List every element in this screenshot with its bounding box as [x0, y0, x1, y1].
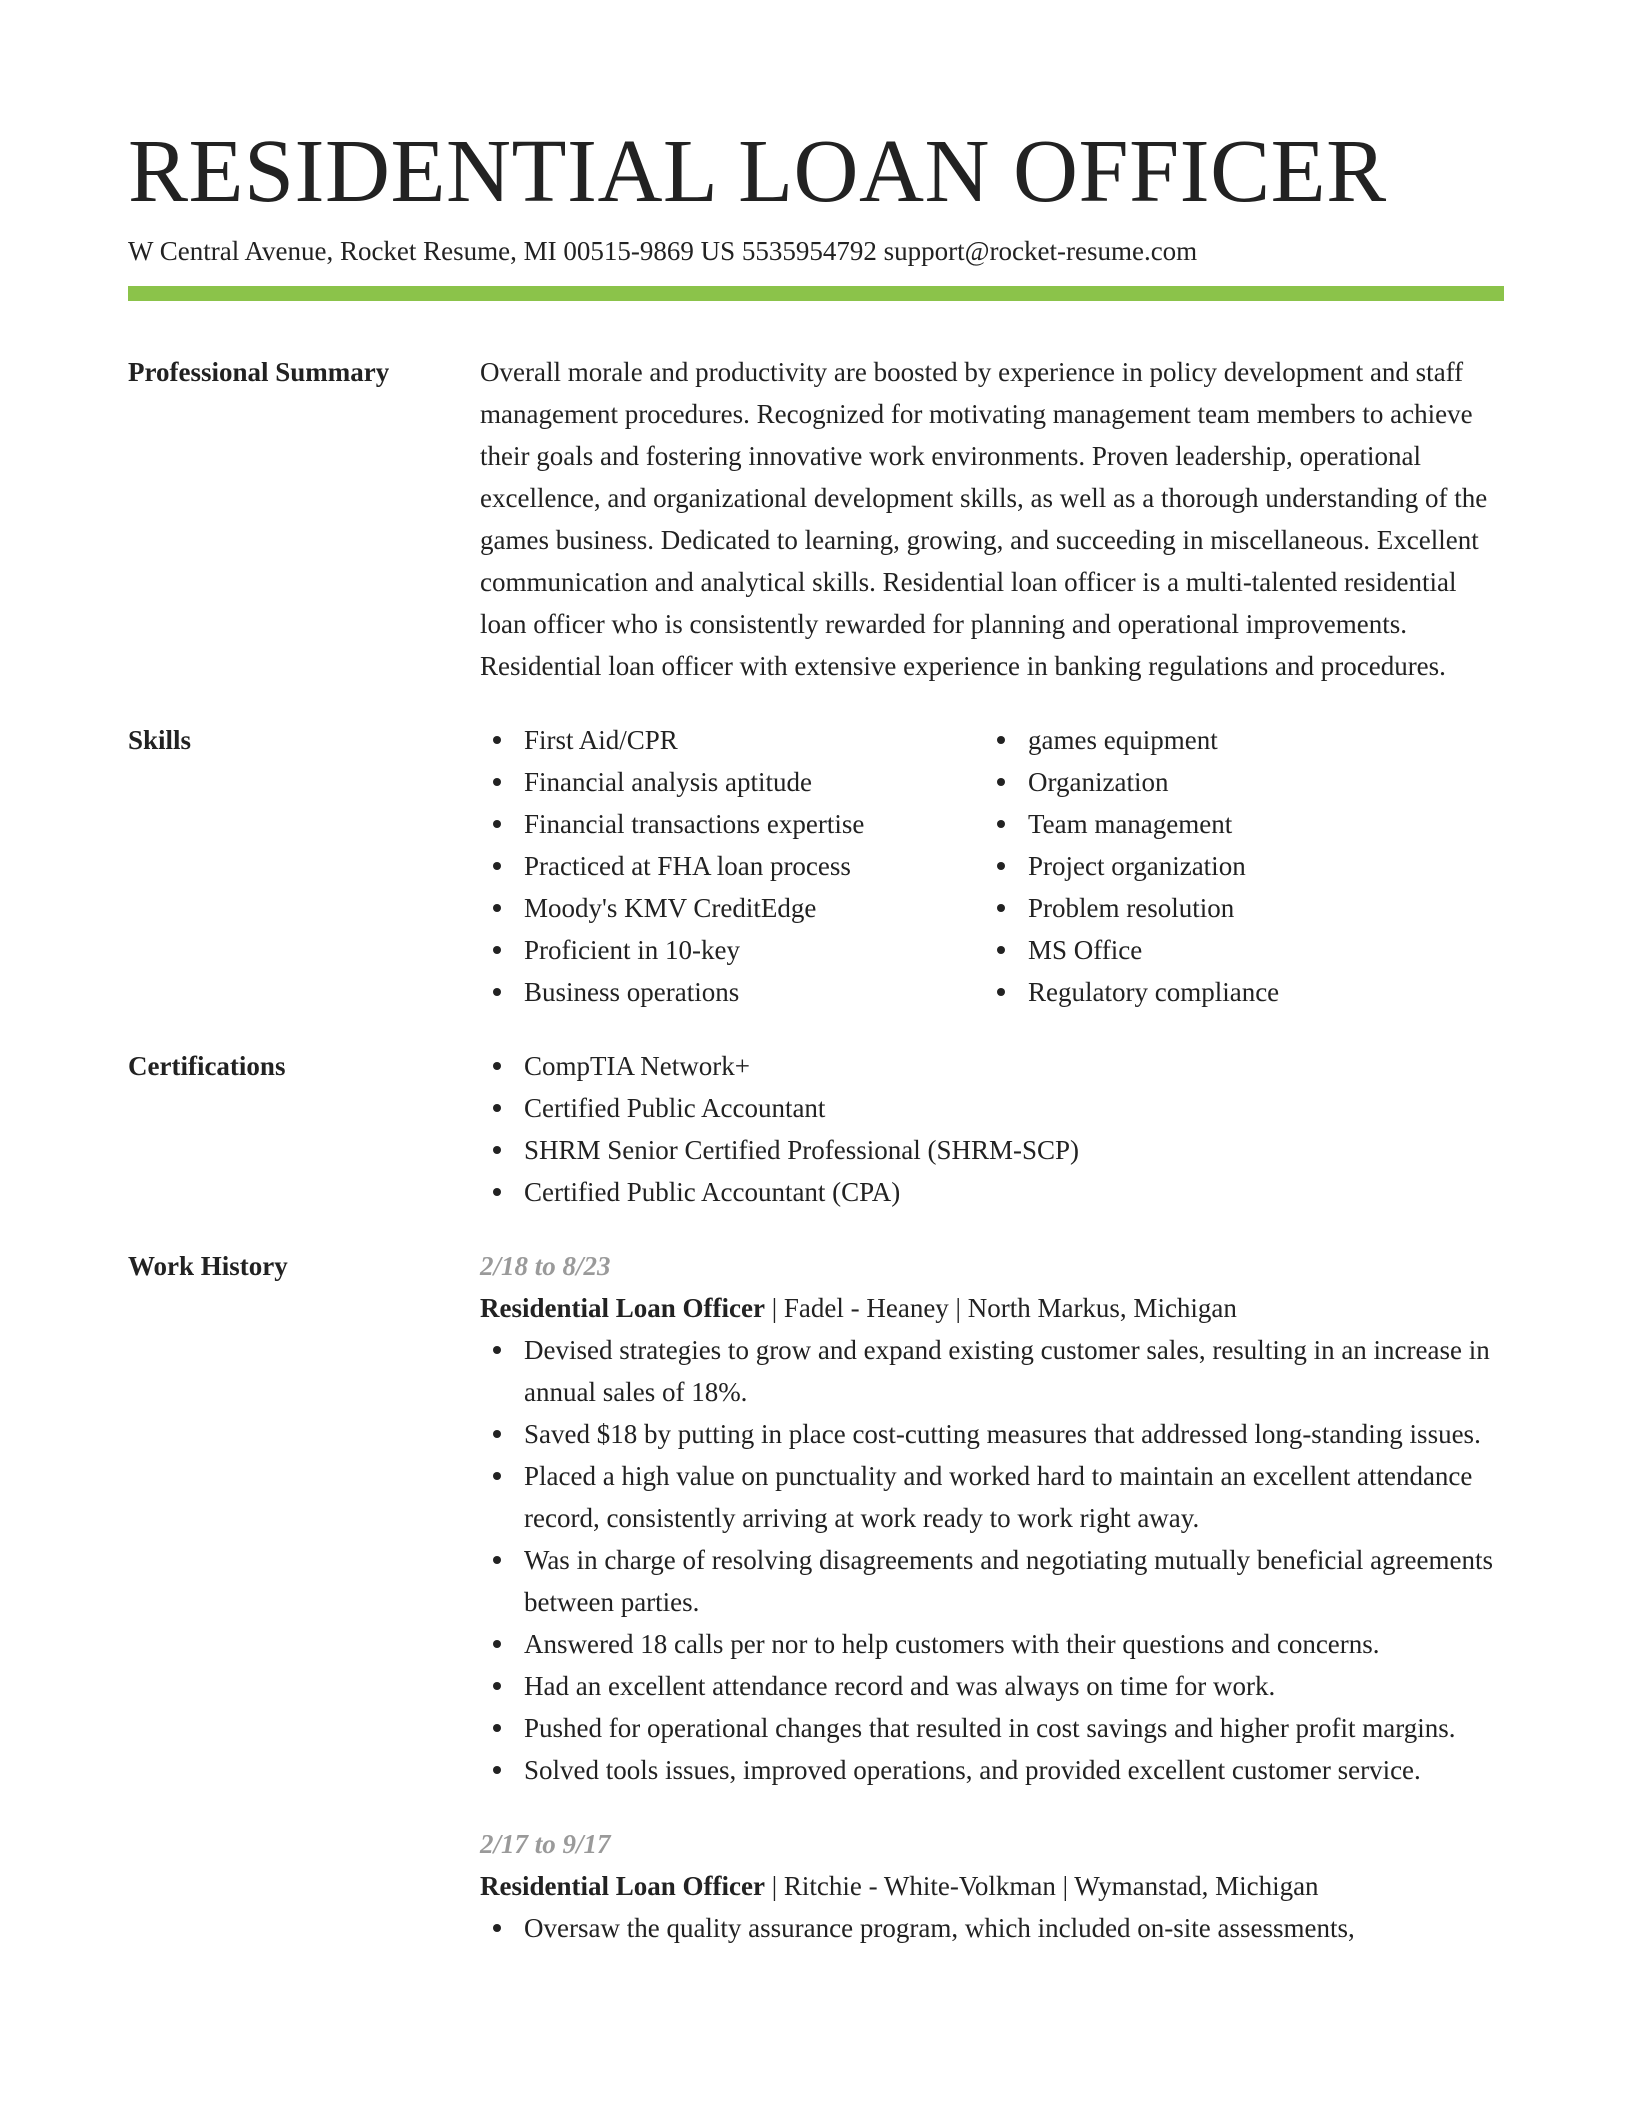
- section-label-work-history: Work History: [128, 1251, 288, 1281]
- bullet-dot: [493, 988, 501, 996]
- bullet-dot: [493, 1766, 501, 1774]
- job-bullet: [480, 1623, 1504, 1665]
- accent-divider: [128, 286, 1504, 301]
- bullet-dot: [997, 946, 1005, 954]
- bullet-dot: [493, 1556, 501, 1564]
- skill-text: Organization: [1028, 767, 1169, 797]
- skill-item: [480, 887, 984, 929]
- bullet-dot: [493, 904, 501, 912]
- skill-item: [480, 971, 984, 1013]
- bullet-dot: [493, 736, 501, 744]
- bullet-dot: [493, 1346, 501, 1354]
- bullet-dot: [493, 1062, 501, 1070]
- skill-item: [480, 845, 984, 887]
- skills-column-left: [480, 719, 984, 1013]
- skill-text: Financial transactions expertise: [524, 809, 865, 839]
- job-bullet-text: Pushed for operational changes that resulted in cost savings and higher profit margins.: [524, 1713, 1456, 1743]
- job-bullet-text: Solved tools issues, improved operations, and provided excellent customer service.: [524, 1755, 1421, 1785]
- job-bullet: [480, 1665, 1504, 1707]
- bullet-dot: [493, 1188, 501, 1196]
- certifications-list: [480, 1045, 1504, 1213]
- resume-page: [128, 0, 1504, 1949]
- section-label-skills: Skills: [128, 725, 192, 755]
- skill-item: [984, 803, 1488, 845]
- certifications-body: [480, 1045, 1504, 1213]
- job-bullet: [480, 1329, 1504, 1413]
- bullet-dot: [493, 778, 501, 786]
- section-label-certifications: Certifications: [128, 1051, 286, 1081]
- job-bullet-text: Saved $18 by putting in place cost-cutting measures that addressed long-standing issues.: [524, 1419, 1481, 1449]
- bullet-dot: [997, 820, 1005, 828]
- job-dates: 2/18 to 8/23: [480, 1251, 611, 1281]
- certification-text: Certified Public Accountant: [524, 1093, 826, 1123]
- job-bullet-text: Answered 18 calls per nor to help customers with their questions and concerns.: [524, 1629, 1380, 1659]
- job-bullets: [480, 1907, 1504, 1949]
- bullet-dot: [493, 1146, 501, 1154]
- certification-item: [480, 1171, 1504, 1213]
- skill-item: [480, 761, 984, 803]
- skill-text: Moody's KMV CreditEdge: [524, 893, 817, 923]
- skill-text: Proficient in 10-key: [524, 935, 740, 965]
- certification-item: [480, 1087, 1504, 1129]
- skill-text: Financial analysis aptitude: [524, 767, 812, 797]
- job-bullet: [480, 1707, 1504, 1749]
- job-heading: [480, 1287, 1504, 1329]
- skill-item: [984, 887, 1488, 929]
- job-bullet: [480, 1539, 1504, 1623]
- bullet-dot: [493, 1924, 501, 1932]
- bullet-dot: [493, 1472, 501, 1480]
- skills-section: [128, 719, 1504, 1013]
- bullet-dot: [997, 778, 1005, 786]
- skill-text: games equipment: [1028, 725, 1218, 755]
- bullet-dot: [493, 862, 501, 870]
- section-label-summary: Professional Summary: [128, 357, 390, 387]
- bullet-dot: [997, 904, 1005, 912]
- skills-list-right: [984, 719, 1488, 1013]
- certification-item: [480, 1129, 1504, 1171]
- skill-item: [984, 719, 1488, 761]
- summary-section: [128, 351, 1504, 687]
- bullet-dot: [997, 988, 1005, 996]
- certification-text: Certified Public Accountant (CPA): [524, 1177, 901, 1207]
- job-entry: [480, 1245, 1504, 1791]
- skill-item: [984, 761, 1488, 803]
- job-details: | Fadel - Heaney | North Markus, Michigan: [764, 1293, 1237, 1323]
- skill-item: [480, 929, 984, 971]
- bullet-dot: [493, 1682, 501, 1690]
- skill-text: Team management: [1028, 809, 1233, 839]
- certifications-section: [128, 1045, 1504, 1213]
- skill-item: [984, 845, 1488, 887]
- skill-text: Business operations: [524, 977, 740, 1007]
- certification-item: [480, 1045, 1504, 1087]
- bullet-dot: [493, 820, 501, 828]
- certification-text: CompTIA Network+: [524, 1051, 750, 1081]
- job-details: | Ritchie - White-Volkman | Wymanstad, Michigan: [764, 1871, 1319, 1901]
- work-history-body: [480, 1245, 1504, 1949]
- skill-item: [984, 971, 1488, 1013]
- skills-column-right: [984, 719, 1488, 1013]
- skill-text: Project organization: [1028, 851, 1246, 881]
- skills-columns: [480, 719, 1504, 1013]
- certification-text: SHRM Senior Certified Professional (SHRM-SCP): [524, 1135, 1080, 1165]
- job-bullet: [480, 1749, 1504, 1791]
- skill-item: [480, 803, 984, 845]
- skill-text: Regulatory compliance: [1028, 977, 1280, 1007]
- candidate-title: RESIDENTIAL LOAN OFFICER: [128, 122, 1387, 221]
- bullet-dot: [493, 1430, 501, 1438]
- job-title: Residential Loan Officer: [480, 1293, 765, 1323]
- bullet-dot: [997, 862, 1005, 870]
- skill-text: MS Office: [1028, 935, 1143, 965]
- job-bullet: [480, 1907, 1504, 1949]
- summary-body: [480, 351, 1504, 687]
- skill-text: First Aid/CPR: [524, 725, 678, 755]
- job-title: Residential Loan Officer: [480, 1871, 765, 1901]
- bullet-dot: [493, 1104, 501, 1112]
- summary-text: Overall morale and productivity are boosted by experience in policy development and staff management procedures. Recognized for motivating management team members to achieve their goals and fostering innovative work environments. Proven leadership, operational excellence, and organizational development skills, as well as a thorough understanding of the games business. Dedicated to learning, growing, and succeeding in miscellaneous. Excellent communication and analytical skills. Residential loan officer is a multi-talented residential loan officer who is consistently rewarded for planning and operational improvements. Residential loan officer with extensive experience in banking regulations and procedures.: [480, 357, 1488, 681]
- job-bullet-text: Placed a high value on punctuality and worked hard to maintain an excellent attendance record, consistently arriving at work ready to work right away.: [524, 1461, 1473, 1533]
- bullet-dot: [493, 946, 501, 954]
- job-bullets: [480, 1329, 1504, 1791]
- bullet-dot: [493, 1724, 501, 1732]
- job-entry: [480, 1823, 1504, 1949]
- work-history-section: [128, 1245, 1504, 1949]
- job-bullet-text: Was in charge of resolving disagreements and negotiating mutually beneficial agreements between parties.: [524, 1545, 1494, 1617]
- job-bullet: [480, 1455, 1504, 1539]
- job-heading: [480, 1865, 1504, 1907]
- job-bullet-text: Had an excellent attendance record and was always on time for work.: [524, 1671, 1276, 1701]
- skills-body: [480, 719, 1504, 1013]
- skills-list-left: [480, 719, 984, 1013]
- skill-text: Practiced at FHA loan process: [524, 851, 851, 881]
- bullet-dot: [493, 1640, 501, 1648]
- job-bullet-text: Devised strategies to grow and expand existing customer sales, resulting in an increase in annual sales of 18%.: [524, 1335, 1490, 1407]
- skill-item: [480, 719, 984, 761]
- job-dates: 2/17 to 9/17: [480, 1829, 611, 1859]
- skill-item: [984, 929, 1488, 971]
- bullet-dot: [997, 736, 1005, 744]
- skill-text: Problem resolution: [1028, 893, 1235, 923]
- job-bullet-text: Oversaw the quality assurance program, which included on-site assessments,: [524, 1913, 1355, 1943]
- contact-line: W Central Avenue, Rocket Resume, MI 00515-9869 US 5535954792 support@rocket-resume.com: [128, 236, 1198, 266]
- job-bullet: [480, 1413, 1504, 1455]
